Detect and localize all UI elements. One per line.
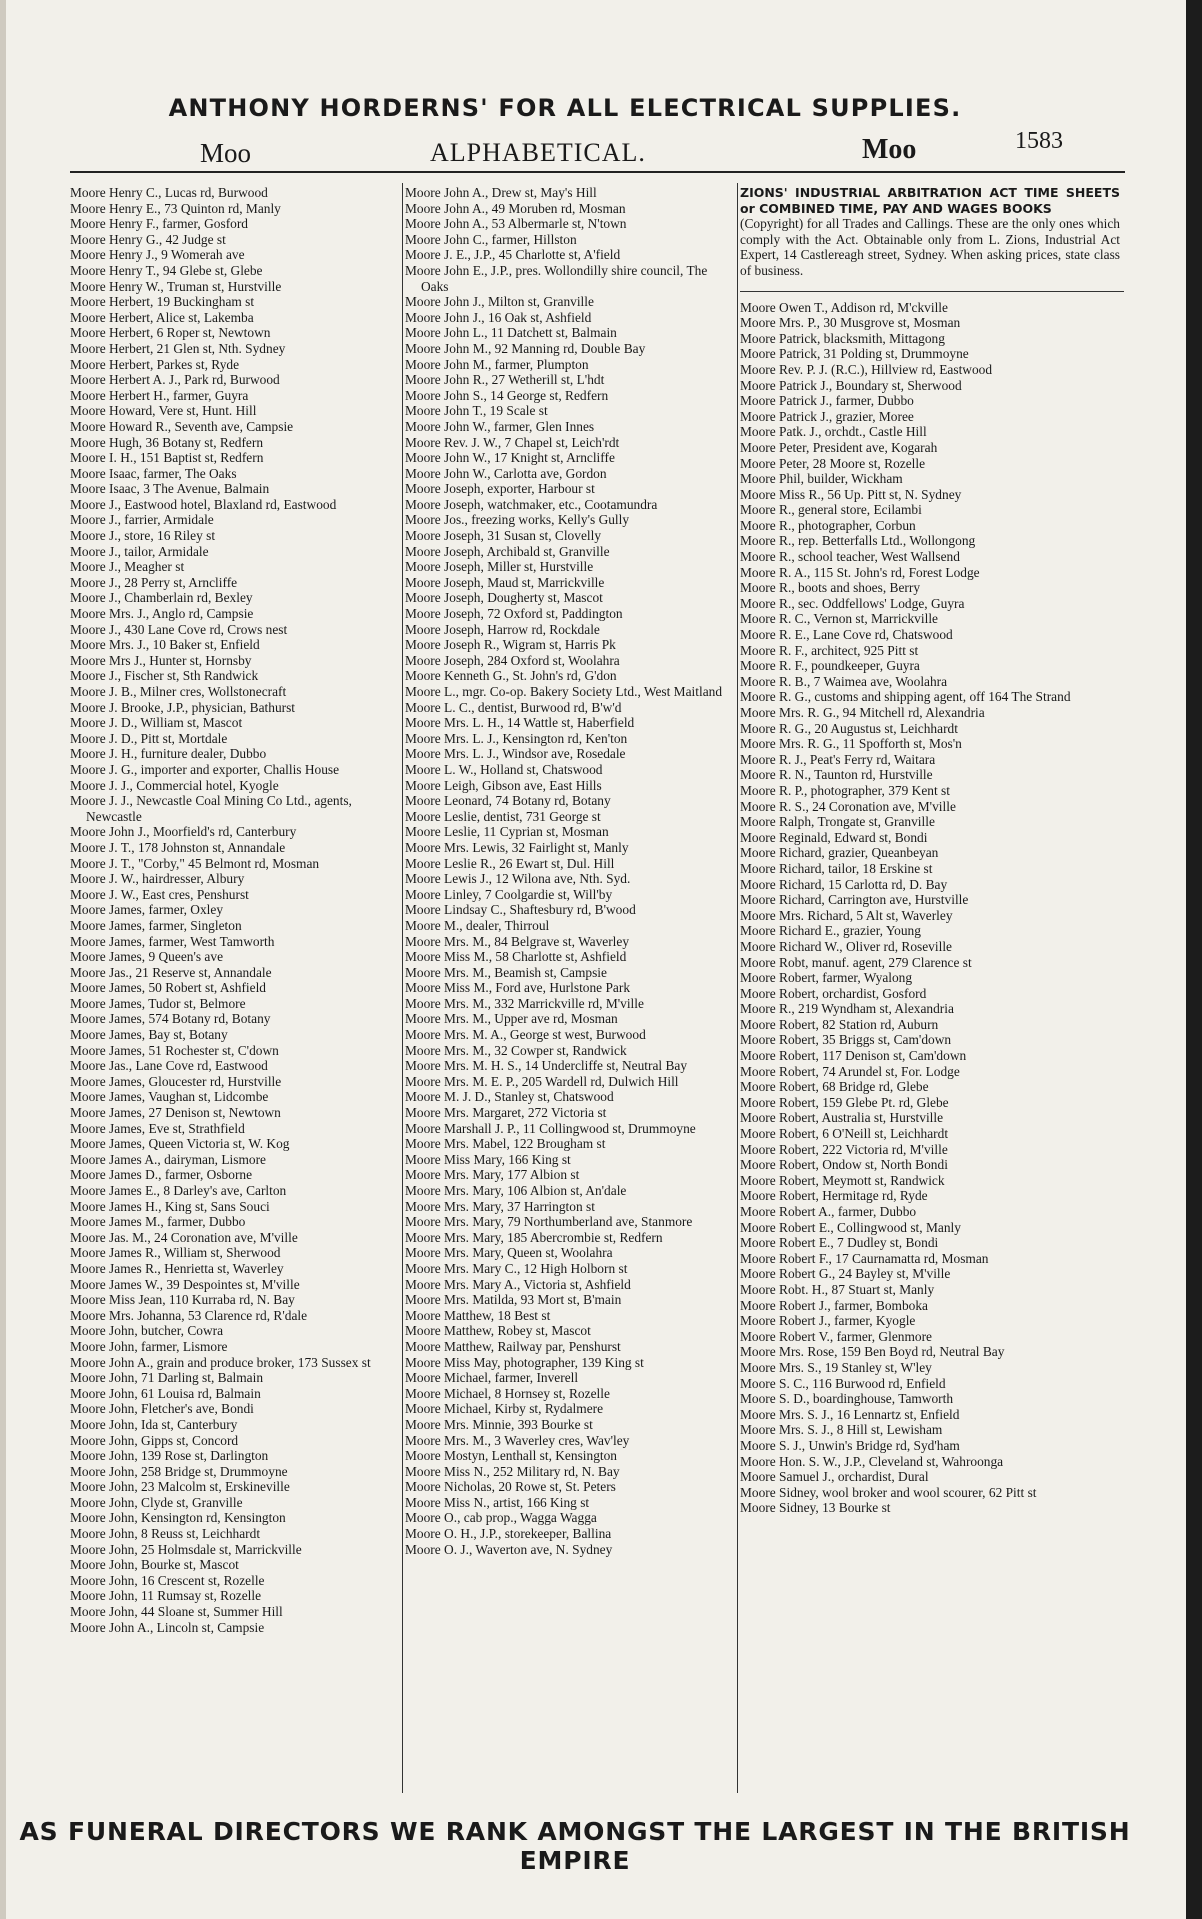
directory-entry: Moore Mrs. M. A., George st west, Burwood — [405, 1027, 646, 1043]
header-right-word: Moo — [862, 134, 917, 165]
directory-entry: Moore Mrs. Mary, 185 Abercrombie st, Redfern — [405, 1229, 663, 1245]
directory-entry: Moore Leslie, dentist, 731 George st — [405, 808, 601, 824]
directory-entry: Moore Robert E., 7 Dudley st, Bondi — [740, 1235, 939, 1251]
directory-entry: Moore John J., Milton st, Granville — [405, 294, 594, 310]
directory-entry: Moore Nicholas, 20 Rowe st, St. Peters — [405, 1479, 616, 1495]
directory-entry: Moore J. T., "Corby," 45 Belmont rd, Mosman — [70, 855, 320, 871]
directory-entry: Moore J. T., 178 Johnston st, Annandale — [70, 839, 286, 855]
zions-notice — [740, 185, 1124, 287]
directory-entry: Moore R., boots and shoes, Berry — [740, 580, 921, 596]
directory-entry: Moore John, Fletcher's ave, Bondi — [70, 1401, 254, 1417]
directory-entry: Moore Mostyn, Lenthall st, Kensington — [405, 1448, 618, 1464]
directory-entry: Moore James H., King st, Sans Souci — [70, 1198, 270, 1214]
directory-entry: Moore Mrs. R. G., 94 Mitchell rd, Alexandria — [740, 705, 985, 720]
directory-entry: Moore R., 219 Wyndham st, Alexandria — [740, 1001, 954, 1017]
directory-entry: Moore Leslie R., 26 Ewart st, Dul. Hill — [405, 855, 615, 871]
directory-entry: Moore James, Eve st, Strathfield — [70, 1120, 245, 1136]
directory-entry: Moore Robert F., 17 Caurnamatta rd, Mosman — [740, 1250, 989, 1266]
directory-entry: Moore J., 28 Perry st, Arncliffe — [70, 574, 238, 590]
directory-entry: Moore Owen T., Addison rd, M'ckville — [740, 299, 948, 315]
directory-entry: Moore Michael, Kirby st, Rydalmere — [405, 1401, 604, 1417]
directory-entry: Moore R. S., 24 Coronation ave, M'ville — [740, 798, 956, 814]
directory-entry: Moore Herbert A. J., Park rd, Burwood — [70, 372, 280, 388]
top-advertisement: ANTHONY HORDERNS' FOR ALL ELECTRICAL SUPPLIES. — [168, 94, 962, 122]
directory-entry: Moore James, 50 Robert st, Ashfield — [70, 980, 267, 996]
directory-entry: Moore Henry J., 9 Womerah ave — [70, 247, 245, 263]
directory-entry: Moore J., Chamberlain rd, Bexley — [70, 590, 253, 606]
directory-entry: Moore R. A., 115 St. John's rd, Forest Lodge — [740, 564, 980, 580]
header-left-word: Moo — [200, 138, 252, 168]
directory-entry: Moore J. J., Commercial hotel, Kyogle — [70, 777, 279, 793]
directory-entry: Moore J., farrier, Armidale — [70, 512, 214, 528]
directory-entry: Moore Joseph, Archibald st, Granville — [405, 543, 610, 559]
directory-entry: Moore James A., dairyman, Lismore — [70, 1151, 266, 1167]
notice-lead: ZIONS' INDUSTRIAL ARBITRATION ACT TIME SHEETS or COMBINED TIME, PAY AND WAGES BOOKS — [740, 185, 1120, 216]
directory-entry: Moore Patrick J., farmer, Dubbo — [740, 393, 914, 409]
directory-entry: Moore John M., 92 Manning rd, Double Bay — [405, 340, 646, 356]
directory-entry: Moore Miss R., 56 Up. Pitt st, N. Sydney — [740, 486, 962, 502]
directory-column-3 — [740, 185, 1124, 1795]
directory-entry: Moore Matthew, Railway par, Penshurst — [405, 1338, 621, 1354]
directory-entry: Moore Leigh, Gibson ave, East Hills — [405, 777, 602, 793]
directory-entry: Moore Sidney, wool broker and wool scourer, 62 Pitt st — [740, 1484, 1037, 1500]
directory-entry: Moore John J., Moorfield's rd, Canterbury — [70, 824, 297, 840]
directory-entry: Moore Richard, 15 Carlotta rd, D. Bay — [740, 876, 948, 892]
directory-entry: Moore John, Kensington rd, Kensington — [70, 1510, 286, 1526]
directory-entry: Moore Robert J., farmer, Bomboka — [740, 1297, 929, 1313]
directory-entry: Moore S. J., Unwin's Bridge rd, Syd'ham — [740, 1437, 960, 1453]
directory-entry: Moore Herbert, Parkes st, Ryde — [70, 356, 240, 372]
directory-entry: Moore Mrs. J., Anglo rd, Campsie — [70, 606, 254, 622]
directory-entry: Moore J. Brooke, J.P., physician, Bathurst — [70, 699, 296, 715]
directory-entry: Moore Robert, Ondow st, North Bondi — [740, 1157, 948, 1173]
directory-entry: Moore Mrs. Lewis, 32 Fairlight st, Manly — [405, 839, 629, 855]
directory-entry: Moore Lindsay C., Shaftesbury rd, B'wood — [405, 902, 636, 918]
directory-entry: Moore Mrs. R. G., 11 Spofforth st, Mos'n — [740, 736, 962, 752]
page-right-edge — [1186, 0, 1202, 1919]
directory-entry: Moore Robert E., Collingwood st, Manly — [740, 1219, 961, 1235]
directory-entry: Moore J., Fischer st, Sth Randwick — [70, 668, 259, 684]
directory-entry: Moore Jas. M., 24 Coronation ave, M'ville — [70, 1229, 298, 1245]
directory-entry: Moore Marshall J. P., 11 Collingwood st, Drummoyne — [405, 1120, 696, 1136]
directory-entry: Moore L., mgr. Co-op. Bakery Society Ltd., West Maitland — [405, 684, 723, 699]
directory-entry: Moore Mrs. Mabel, 122 Brougham st — [405, 1136, 606, 1152]
directory-entry: Moore Rev. P. J. (R.C.), Hillview rd, Eastwood — [740, 361, 993, 377]
directory-entry: Moore Herbert, Alice st, Lakemba — [70, 309, 254, 325]
directory-entry: Moore J. G., importer and exporter, Challis House — [70, 761, 340, 777]
directory-entry: Moore Rev. J. W., 7 Chapel st, Leich'rdt — [405, 434, 620, 450]
directory-entry: Moore Mrs. M. H. S., 14 Undercliffe st, Neutral Bay — [405, 1058, 688, 1074]
directory-entry: Moore Patrick J., grazier, Moree — [740, 408, 914, 424]
directory-entry: Moore Miss Jean, 110 Kurraba rd, N. Bay — [70, 1292, 295, 1308]
directory-entry: Moore James D., farmer, Osborne — [70, 1167, 253, 1183]
directory-entry: Moore John, 61 Louisa rd, Balmain — [70, 1385, 261, 1401]
directory-entry: Moore James, Gloucester rd, Hurstville — [70, 1073, 282, 1089]
directory-entry: Moore Jas., Lane Cove rd, Eastwood — [70, 1058, 268, 1074]
directory-entry: Moore James, 574 Botany rd, Botany — [70, 1011, 271, 1027]
directory-entry: Moore Mrs. J., 10 Baker st, Enfield — [70, 637, 260, 653]
directory-entry: Moore Joseph, Dougherty st, Mascot — [405, 590, 603, 606]
directory-entry: Moore Robert, orchardist, Gosford — [740, 985, 927, 1001]
directory-entry: Moore Richard W., Oliver rd, Roseville — [740, 938, 952, 954]
directory-entry: Moore John A., Drew st, May's Hill — [405, 185, 597, 200]
directory-entry: Moore Robert J., farmer, Kyogle — [740, 1313, 916, 1329]
directory-entry: Moore Matthew, Robey st, Mascot — [405, 1323, 591, 1339]
directory-entry: Moore John R., 27 Wetherill st, L'hdt — [405, 372, 605, 388]
directory-entry: Moore Michael, farmer, Inverell — [405, 1370, 579, 1386]
directory-entry: Moore Richard, tailor, 18 Erskine st — [740, 860, 933, 876]
directory-entry: Moore John A., 53 Albermarle st, N'town — [405, 216, 627, 232]
directory-entry: Moore Mrs. Mary, 79 Northumberland ave, Stanmore — [405, 1214, 693, 1230]
directory-entry: Moore Richard, grazier, Queanbeyan — [740, 845, 939, 861]
directory-entry: Moore James, Vaughan st, Lidcombe — [70, 1089, 269, 1105]
directory-entry: Moore J. J., Newcastle Coal Mining Co Ltd., agents, Newcastle — [70, 793, 352, 824]
directory-entry: Moore Mrs. Mary A., Victoria st, Ashfield — [405, 1276, 631, 1292]
directory-entry: Moore John, 44 Sloane st, Summer Hill — [70, 1604, 283, 1620]
directory-entry: Moore Joseph, Harrow rd, Rockdale — [405, 621, 600, 637]
directory-entry: Moore J., tailor, Armidale — [70, 543, 209, 559]
directory-entry: Moore Hugh, 36 Botany st, Redfern — [70, 434, 264, 450]
directory-entry: Moore Peter, 28 Moore st, Rozelle — [740, 455, 926, 471]
directory-entry: Moore Robt. H., 87 Stuart st, Manly — [740, 1281, 935, 1297]
directory-entry: Moore J. E., J.P., 45 Charlotte st, A'field — [405, 247, 621, 263]
directory-entry: Moore R. N., Taunton rd, Hurstville — [740, 767, 933, 783]
directory-entry: Moore L. C., dentist, Burwood rd, B'w'd — [405, 699, 622, 715]
directory-entry: Moore S. C., 116 Burwood rd, Enfield — [740, 1375, 946, 1391]
directory-entry: Moore Henry T., 94 Glebe st, Glebe — [70, 262, 263, 278]
directory-entry: Moore J. B., Milner cres, Wollstonecraft — [70, 684, 287, 699]
directory-entry: Moore Howard R., Seventh ave, Campsie — [70, 418, 294, 434]
directory-entry: Moore Robert, 117 Denison st, Cam'down — [740, 1048, 967, 1064]
directory-entry: Moore Mrs. L. J., Windsor ave, Rosedale — [405, 746, 626, 762]
directory-entry: Moore John, Ida st, Canterbury — [70, 1416, 238, 1432]
directory-entry: Moore John L., 11 Datchett st, Balmain — [405, 325, 617, 341]
directory-entry: Moore J. W., East cres, Penshurst — [70, 886, 249, 902]
directory-entry: Moore Mrs. Richard, 5 Alt st, Waverley — [740, 907, 953, 923]
directory-entry: Moore R. E., Lane Cove rd, Chatswood — [740, 627, 953, 643]
directory-entry: Moore John W., 17 Knight st, Arncliffe — [405, 450, 615, 466]
directory-entry: Moore J. D., Pitt st, Mortdale — [70, 730, 228, 746]
directory-entry: Moore Isaac, 3 The Avenue, Balmain — [70, 481, 270, 497]
directory-entry: Moore John C., farmer, Hillston — [405, 231, 577, 247]
directory-entry: Moore Leslie, 11 Cyprian st, Mosman — [405, 824, 609, 840]
directory-entry: Moore O. J., Waverton ave, N. Sydney — [405, 1541, 613, 1557]
directory-entry: Moore Mrs. S. J., 8 Hill st, Lewisham — [740, 1422, 943, 1438]
directory-entry: Moore James, Tudor st, Belmore — [70, 995, 246, 1011]
directory-entry: Moore Robert, Australia st, Hurstville — [740, 1110, 944, 1126]
directory-entry: Moore O. H., J.P., storekeeper, Ballina — [405, 1526, 612, 1542]
directory-entry: Moore John, Bourke st, Mascot — [70, 1557, 239, 1573]
directory-entry: Moore Robert G., 24 Bayley st, M'ville — [740, 1266, 951, 1282]
directory-entry: Moore Joseph, Miller st, Hurstville — [405, 559, 594, 575]
directory-entry: Moore Patrick J., Boundary st, Sherwood — [740, 377, 962, 393]
directory-entry: Moore Joseph, 31 Susan st, Clovelly — [405, 528, 602, 544]
directory-column-2 — [405, 185, 737, 1795]
directory-entry: Moore John, 71 Darling st, Balmain — [70, 1370, 264, 1386]
directory-entry: Moore Robert, 222 Victoria rd, M'ville — [740, 1141, 948, 1157]
directory-entry: Moore Mrs. Mary, 177 Albion st — [405, 1167, 580, 1183]
directory-entry: Moore Robert, Meymott st, Randwick — [740, 1172, 945, 1188]
directory-entry: Moore Robert, 159 Glebe Pt. rd, Glebe — [740, 1094, 949, 1110]
directory-entry: Moore Mrs. M., Beamish st, Campsie — [405, 964, 607, 980]
directory-entry: Moore Richard, Carrington ave, Hurstville — [740, 892, 969, 908]
directory-entry: Moore John, 25 Holmsdale st, Marrickville — [70, 1541, 302, 1557]
directory-entry: Moore Robt, manuf. agent, 279 Clarence st — [740, 954, 972, 970]
directory-entry: Moore James R., Henrietta st, Waverley — [70, 1260, 284, 1276]
directory-entry: Moore Mrs. M., 3 Waverley cres, Wav'ley — [405, 1432, 630, 1448]
directory-entry: Moore J. W., hairdresser, Albury — [70, 871, 245, 887]
directory-entry: Moore R., school teacher, West Wallsend — [740, 549, 960, 565]
directory-entry: Moore Robert, 82 Station rd, Auburn — [740, 1016, 939, 1032]
directory-entry: Moore Matthew, 18 Best st — [405, 1307, 551, 1323]
directory-entry: Moore Reginald, Edward st, Bondi — [740, 829, 928, 845]
directory-entry: Moore Henry G., 42 Judge st — [70, 231, 226, 247]
directory-entry: Moore M. J. D., Stanley st, Chatswood — [405, 1089, 614, 1105]
directory-entry: Moore R. J., Peat's Ferry rd, Waitara — [740, 751, 936, 767]
directory-entry: Moore Robert, farmer, Wyalong — [740, 970, 913, 986]
directory-entry: Moore R. G., 20 Augustus st, Leichhardt — [740, 720, 958, 736]
directory-entry: Moore J., store, 16 Riley st — [70, 528, 216, 544]
directory-entry: Moore James, farmer, Oxley — [70, 902, 224, 918]
directory-entry: Moore Peter, President ave, Kogarah — [740, 439, 938, 455]
header-title: ALPHABETICAL. — [430, 138, 646, 167]
directory-entry: Moore Henry F., farmer, Gosford — [70, 216, 249, 232]
directory-entry: Moore Robert, 35 Briggs st, Cam'down — [740, 1032, 952, 1048]
directory-entry: Moore Patrick, 31 Polding st, Drummoyne — [740, 346, 969, 362]
directory-entry: Moore Mrs. Mary C., 12 High Holborn st — [405, 1260, 628, 1276]
directory-entry: Moore Isaac, farmer, The Oaks — [70, 465, 237, 481]
directory-entry: Moore Mrs. M., 332 Marrickville rd, M'ville — [405, 995, 644, 1011]
bottom-advertisement: AS FUNERAL DIRECTORS WE RANK AMONGST THE LARGEST IN THE BRITISH EMPIRE — [19, 1817, 1131, 1875]
directory-entry: Moore J., Meagher st — [70, 559, 185, 575]
directory-entry: Moore Linley, 7 Coolgardie st, Will'by — [405, 886, 613, 902]
directory-entry: Moore Mrs. L. J., Kensington rd, Ken'ton — [405, 730, 628, 746]
page-left-edge — [0, 0, 6, 1919]
directory-entry: Moore John, 139 Rose st, Darlington — [70, 1448, 269, 1464]
directory-entry: Moore Patk. J., orchdt., Castle Hill — [740, 424, 927, 440]
directory-entry: Moore John, Gipps st, Concord — [70, 1432, 239, 1448]
directory-entry: Moore John A., Lincoln st, Campsie — [70, 1619, 265, 1635]
directory-entry: Moore James, farmer, Singleton — [70, 917, 242, 933]
directory-entry: Moore Mrs. Mary, Queen st, Woolahra — [405, 1245, 613, 1261]
directory-entry: Moore Jos., freezing works, Kelly's Gully — [405, 512, 630, 528]
directory-entry: Moore James, Bay st, Botany — [70, 1027, 228, 1043]
column-divider — [737, 183, 738, 1793]
directory-entry: Moore R. P., photographer, 379 Kent st — [740, 782, 950, 798]
directory-entry: Moore J. D., William st, Mascot — [70, 715, 243, 731]
directory-entry: Moore Leonard, 74 Botany rd, Botany — [405, 793, 611, 809]
directory-entry: Moore John, farmer, Lismore — [70, 1338, 228, 1354]
directory-column-3-entries — [740, 300, 1124, 1516]
directory-entry: Moore James W., 39 Despointes st, M'ville — [70, 1276, 300, 1292]
directory-entry: Moore Mrs. M., 32 Cowper st, Randwick — [405, 1042, 627, 1058]
directory-entry: Moore John, 258 Bridge st, Drummoyne — [70, 1463, 288, 1479]
directory-entry: Moore John E., J.P., pres. Wollondilly shire council, The Oaks — [405, 262, 708, 294]
directory-entry: Moore Miss N., artist, 166 King st — [405, 1494, 590, 1510]
directory-entry: Moore John M., farmer, Plumpton — [405, 356, 589, 372]
directory-entry: Moore R. G., customs and shipping agent, off 164 The Strand — [740, 689, 1071, 705]
directory-entry: Moore Robert, 74 Arundel st, For. Lodge — [740, 1063, 960, 1079]
directory-entry: Moore John W., Carlotta ave, Gordon — [405, 465, 607, 481]
directory-entry: Moore Mrs. Rose, 159 Ben Boyd rd, Neutral Bay — [740, 1344, 1005, 1360]
directory-entry: Moore Mrs. Minnie, 393 Bourke st — [405, 1416, 593, 1432]
directory-entry: Moore M., dealer, Thirroul — [405, 917, 550, 933]
directory-entry: Moore Miss M., 58 Charlotte st, Ashfield — [405, 949, 627, 965]
directory-entry: Moore Patrick, blacksmith, Mittagong — [740, 330, 945, 346]
directory-entry: Moore Henry C., Lucas rd, Burwood — [70, 185, 268, 200]
directory-entry: Moore Miss N., 252 Military rd, N. Bay — [405, 1463, 620, 1479]
directory-entry: Moore Phil, builder, Wickham — [740, 471, 903, 487]
directory-entry: Moore Samuel J., orchardist, Dural — [740, 1469, 929, 1485]
directory-entry: Moore James, 27 Denison st, Newtown — [70, 1105, 281, 1121]
directory-entry: Moore Hon. S. W., J.P., Cleveland st, Wahroonga — [740, 1453, 1004, 1469]
directory-entry: Moore Mrs. P., 30 Musgrove st, Mosman — [740, 315, 961, 331]
directory-column-1 — [70, 185, 402, 1795]
directory-entry: Moore Joseph, 284 Oxford st, Woolahra — [405, 652, 620, 668]
directory-entry: Moore Michael, 8 Hornsey st, Rozelle — [405, 1385, 610, 1401]
directory-entry: Moore Robert, Hermitage rd, Ryde — [740, 1188, 928, 1204]
directory-entry: Moore R., sec. Oddfellows' Lodge, Guyra — [740, 595, 965, 611]
directory-entry: Moore Richard E., grazier, Young — [740, 923, 921, 939]
directory-entry: Moore Mrs. Johanna, 53 Clarence rd, R'dale — [70, 1307, 308, 1323]
directory-entry: Moore James, Queen Victoria st, W. Kog — [70, 1136, 290, 1152]
directory-entry: Moore R. C., Vernon st, Marrickville — [740, 611, 938, 627]
directory-entry: Moore Ralph, Trongate st, Granville — [740, 814, 935, 830]
directory-entry: Moore Mrs J., Hunter st, Hornsby — [70, 652, 252, 668]
directory-entry: Moore Miss May, photographer, 139 King st — [405, 1354, 644, 1370]
directory-entry: Moore Joseph, 72 Oxford st, Paddington — [405, 606, 623, 622]
directory-entry: Moore John, 11 Rumsay st, Rozelle — [70, 1588, 262, 1604]
directory-entry: Moore Joseph, Maud st, Marrickville — [405, 574, 605, 590]
directory-entry: Moore Joseph, exporter, Harbour st — [405, 481, 595, 497]
directory-entry: Moore R. B., 7 Waimea ave, Woolahra — [740, 673, 948, 689]
directory-entry: Moore Mrs. Matilda, 93 Mort st, B'main — [405, 1292, 622, 1308]
directory-entry: Moore I. H., 151 Baptist st, Redfern — [70, 450, 264, 466]
directory-entry: Moore S. D., boardinghouse, Tamworth — [740, 1391, 954, 1407]
directory-entry: Moore Robert V., farmer, Glenmore — [740, 1328, 932, 1344]
directory-entry: Moore John A., grain and produce broker, 173 Sussex st — [70, 1354, 371, 1370]
directory-entry: Moore John, 16 Crescent st, Rozelle — [70, 1572, 265, 1588]
directory-entry: Moore James R., William st, Sherwood — [70, 1245, 281, 1261]
header-rule — [70, 171, 1125, 173]
directory-entry: Moore R., rep. Betterfalls Ltd., Wollongong — [740, 533, 976, 549]
directory-entry: Moore Miss Mary, 166 King st — [405, 1151, 571, 1167]
directory-entry: Moore James E., 8 Darley's ave, Carlton — [70, 1183, 287, 1198]
directory-entry: Moore Henry W., Truman st, Hurstville — [70, 278, 282, 294]
directory-entry: Moore James, farmer, West Tamworth — [70, 933, 275, 949]
page-number: 1583 — [1015, 128, 1063, 154]
directory-entry: Moore Kenneth G., St. John's rd, G'don — [405, 668, 617, 684]
directory-entry: Moore Herbert, 6 Roper st, Newtown — [70, 325, 271, 341]
directory-entry: Moore Robert, 6 O'Neill st, Leichhardt — [740, 1126, 949, 1142]
directory-entry: Moore Jas., 21 Reserve st, Annandale — [70, 964, 272, 980]
directory-entry: Moore Mrs. L. H., 14 Wattle st, Haberfield — [405, 715, 635, 731]
directory-entry: Moore John, 23 Malcolm st, Erskineville — [70, 1479, 290, 1495]
directory-entry: Moore Herbert H., farmer, Guyra — [70, 387, 249, 403]
directory-entry: Moore John, 8 Reuss st, Leichhardt — [70, 1526, 261, 1542]
directory-entry: Moore Mrs. S., 19 Stanley st, W'ley — [740, 1359, 932, 1375]
directory-entry: Moore Howard, Vere st, Hunt. Hill — [70, 403, 257, 419]
directory-entry: Moore R., photographer, Corbun — [740, 517, 916, 533]
directory-entry: Moore Mrs. Mary, 37 Harrington st — [405, 1198, 595, 1214]
directory-entry: Moore John A., 49 Moruben rd, Mosman — [405, 200, 626, 216]
directory-entry: Moore Mrs. S. J., 16 Lennartz st, Enfield — [740, 1406, 960, 1422]
notice-divider — [740, 291, 1124, 292]
directory-entry: Moore James M., farmer, Dubbo — [70, 1214, 246, 1230]
directory-entry: Moore Mrs. M., Upper ave rd, Mosman — [405, 1011, 618, 1027]
directory-entry: Moore John, butcher, Cowra — [70, 1323, 224, 1339]
directory-entry: Moore O., cab prop., Wagga Wagga — [405, 1510, 597, 1526]
directory-entry: Moore Mrs. Mary, 106 Albion st, An'dale — [405, 1183, 627, 1198]
directory-entry: Moore Joseph R., Wigram st, Harris Pk — [405, 637, 616, 653]
directory-entry: Moore L. W., Holland st, Chatswood — [405, 761, 603, 777]
directory-entry: Moore J. H., furniture dealer, Dubbo — [70, 746, 267, 762]
directory-entry: Moore Henry E., 73 Quinton rd, Manly — [70, 200, 281, 216]
directory-entry: Moore Herbert, 19 Buckingham st — [70, 294, 255, 310]
column-divider — [402, 183, 403, 1793]
directory-entry: Moore James, 51 Rochester st, C'down — [70, 1042, 279, 1058]
directory-entry: Moore John J., 16 Oak st, Ashfield — [405, 309, 592, 325]
directory-entry: Moore R. F., architect, 925 Pitt st — [740, 642, 919, 658]
directory-entry: Moore J., Eastwood hotel, Blaxland rd, Eastwood — [70, 496, 337, 512]
directory-entry: Moore Sidney, 13 Bourke st — [740, 1500, 891, 1516]
directory-entry: Moore J., 430 Lane Cove rd, Crows nest — [70, 621, 288, 637]
directory-entry: Moore Robert A., farmer, Dubbo — [740, 1204, 917, 1219]
notice-body: (Copyright) for all Trades and Callings. These are the only ones which comply with the Act. Obtainable only from L. Zions, Industrial Act Expert, 14 Castlereagh street, Sydney. When asking prices, state class of business. — [740, 216, 1120, 278]
directory-entry: Moore Mrs. M. E. P., 205 Wardell rd, Dulwich Hill — [405, 1073, 679, 1089]
directory-entry: Moore John T., 19 Scale st — [405, 403, 548, 419]
directory-entry: Moore R. F., poundkeeper, Guyra — [740, 658, 920, 674]
directory-entry: Moore John, Clyde st, Granville — [70, 1494, 243, 1510]
directory-entry: Moore James, 9 Queen's ave — [70, 949, 224, 965]
directory-entry: Moore John S., 14 George st, Redfern — [405, 387, 609, 403]
directory-entry: Moore Lewis J., 12 Wilona ave, Nth. Syd. — [405, 871, 631, 887]
directory-entry: Moore Mrs. M., 84 Belgrave st, Waverley — [405, 933, 630, 949]
directory-entry: Moore Mrs. Margaret, 272 Victoria st — [405, 1105, 607, 1121]
directory-entry: Moore John W., farmer, Glen Innes — [405, 418, 595, 434]
directory-entry: Moore R., general store, Ecilambi — [740, 502, 922, 518]
directory-entry: Moore Herbert, 21 Glen st, Nth. Sydney — [70, 340, 286, 356]
directory-entry: Moore Joseph, watchmaker, etc., Cootamundra — [405, 496, 658, 512]
directory-entry: Moore Miss M., Ford ave, Hurlstone Park — [405, 980, 631, 996]
directory-entry: Moore Robert, 68 Bridge rd, Glebe — [740, 1079, 929, 1095]
